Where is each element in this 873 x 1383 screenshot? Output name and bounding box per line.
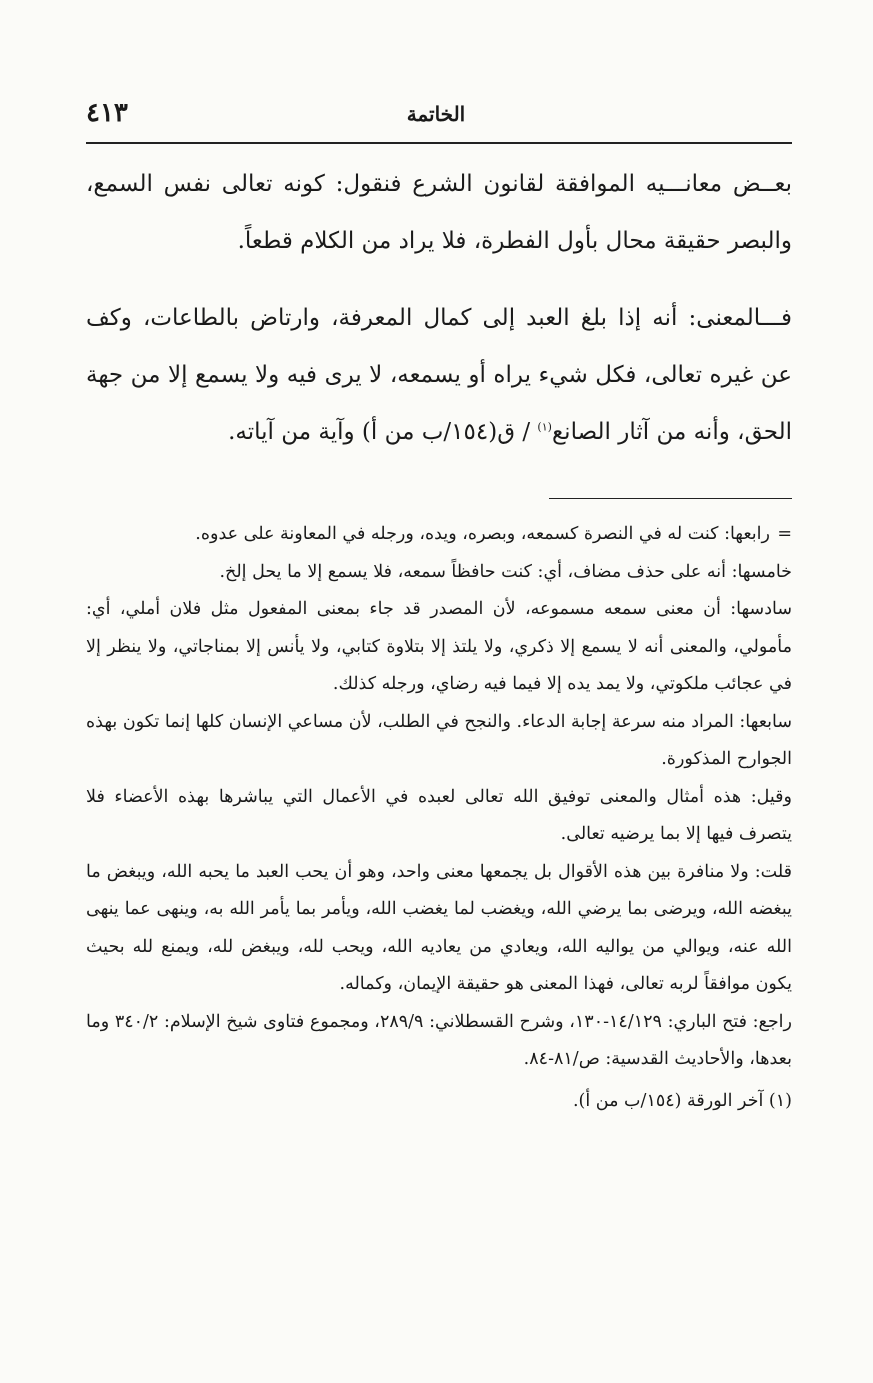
page-header [86,96,786,136]
main-text [86,156,792,461]
header-rule [86,142,792,144]
footnotes [86,516,792,1120]
footnote-text: رابعها: كنت له في النصرة كسمعه، وبصره، ويده، ورجله في المعاونة على عدوه. [195,524,770,544]
running-title: الخاتمة [406,102,466,126]
footnote-paragraph: وقيل: هذه أمثال والمعنى توفيق الله تعالى لعبده في الأعمال التي يباشرها بهذه الأعضاء فلا يتصرف فيها إلا بما يرضيه تعالى. [86,786,792,844]
footnote-1: (١) آخر الورقة (١٥٤/ب من أ). [572,1090,792,1111]
paragraph [86,290,792,461]
footnote-paragraph: قلت: ولا منافرة بين هذه الأقوال بل يجمعها معنى واحد، وهو أن يحب العبد ما يحبه الله، ويبغض ما يبغضه الله، ويرضى بما يرضي الله، ويغضب لما يغضب الله، ويأمر بما يأمر الله به، وينهى عما ينهى الله عنه، ويوالي من يواليه الله، ويعادي من يعاديه الله، ويحب لله، ويبغض لله، ويمنع لله بحيث يكون موافقاً لربه تعالى، فهذا المعنى هو حقيقة الإيمان، وكماله. [86,861,792,994]
page-number: ٤١٣ [86,98,128,128]
paragraph-text: / ق(١٥٤/ب من أ) وآية من آياته. [228,419,538,445]
paragraph: بعــض معانـــيه الموافقة لقانون الشرع فنقول: كونه تعالى نفس السمع، والبصر حقيقة محال بأول الفطرة، فلا يراد من الكلام قطعاً. [86,171,792,254]
footnote-paragraph [86,516,792,554]
footnote-paragraph: خامسها: أنه على حذف مضاف، أي: كنت حافظاً سمعه، فلا يسمع إلا ما يحل إلخ. [219,561,792,582]
footnote-separator [549,498,792,499]
footnote-reference: (١) [537,420,552,434]
footnote-paragraph: راجع: فتح الباري: ١٤/١٢٩-١٣٠، وشرح القسطلاني: ٢٨٩/٩، ومجموع فتاوى شيخ الإسلام: ٣٤٠/٢ وما بعدها، والأحاديث القدسية: ص/٨١-٨٤. [86,1011,792,1069]
footnote-paragraph: سابعها: المراد منه سرعة إجابة الدعاء. والنجح في الطلب، لأن مساعي الإنسان كلها إنما تكون بهذه الجوارح المذكورة. [86,711,792,769]
continuation-mark: = [777,524,792,544]
footnote-paragraph: سادسها: أن معنى سمعه مسموعه، لأن المصدر قد جاء بمعنى المفعول مثل فلان أملي، أي: مأمولي، والمعنى أنه لا يسمع إلا ذكري، ولا يلتذ إلا بتلاوة كتابي، ولا يأنس إلا بمناجاتي، ولا ينظر إلا في عجائب ملكوتي، ولا يمد يده إلا فيما فيه رضاي، ورجله كذلك. [86,599,792,694]
paragraph-text: فـــالمعنى: أنه إذا بلغ العبد إلى كمال المعرفة، وارتاض بالطاعات، وكف عن غيره تعالى، فكل شيء يراه أو يسمعه، لا يرى فيه ولا يسمع إلا من جهة الحق، وأنه من آثار الصانع [86,305,792,445]
